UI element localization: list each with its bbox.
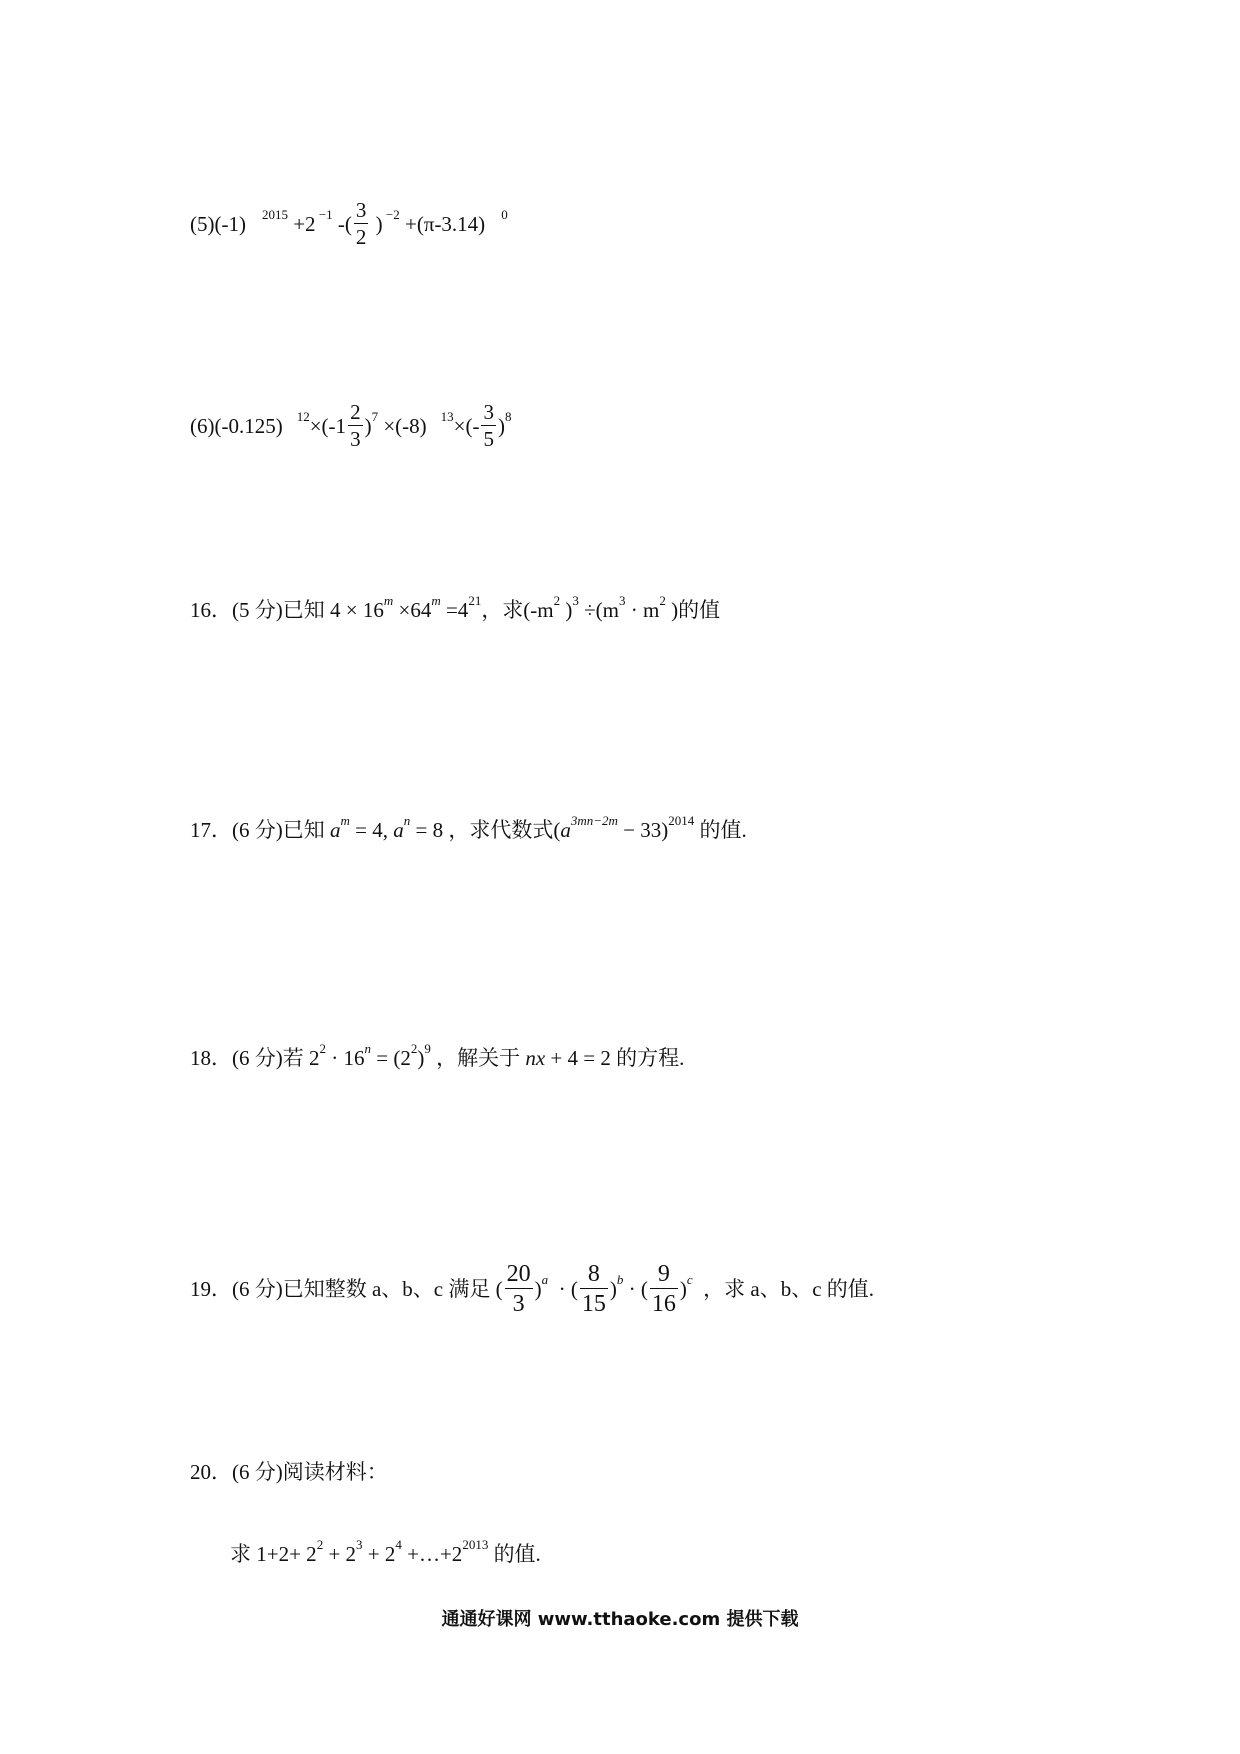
q20-exp: 4 [395, 1537, 402, 1552]
q19-text: · ( [548, 1276, 578, 1301]
q17-text: 的值. [694, 818, 747, 842]
p6-exp: 13 [440, 408, 454, 424]
q18-var: nx [525, 1046, 546, 1070]
q19-fraction-1 [505, 1262, 533, 1316]
p5-fraction [354, 200, 369, 248]
q18-exp: n [364, 1041, 371, 1056]
q17-exp: 3mn−2m [570, 813, 618, 828]
q16-text: 16．(5 分)已知 4 × 16 [190, 598, 384, 622]
p5-label: (5)(-1) [190, 211, 246, 236]
p5-exp: −2 [382, 206, 400, 222]
question-20-title [190, 1462, 388, 1483]
q16-exp: 2 [659, 593, 666, 608]
q20-exp: 2013 [462, 1537, 489, 1552]
q19-exp: a [541, 1271, 549, 1287]
q19-exp: c [686, 1271, 693, 1287]
fraction-numerator: 3 [483, 400, 494, 424]
q20-text: 求 1+2+ 2 [230, 1542, 317, 1566]
q16-exp: m [431, 593, 441, 608]
question-17 [190, 813, 747, 842]
fraction-denominator: 5 [483, 427, 494, 451]
q19-text: 19．(6 分)已知整数 a、b、c 满足 ( [190, 1276, 503, 1301]
q17-text: − 33) [617, 818, 669, 842]
p6-text: ×(-1 [309, 413, 347, 438]
q20-text: + 2 [362, 1542, 396, 1566]
q20-text: 的值. [488, 1542, 541, 1566]
q18-exp: 9 [424, 1041, 431, 1056]
q16-text: ，求(-m [481, 598, 554, 622]
question-18 [190, 1041, 685, 1070]
q19-exp: b [616, 1271, 624, 1287]
footer-watermark: 通通好课网 www.tthaoke.com 提供下载 [441, 1609, 799, 1630]
q17-exp: 2014 [668, 813, 695, 828]
q19-fraction-3 [650, 1262, 678, 1316]
q20-text: +…+2 [401, 1542, 463, 1566]
q16-text: · m [625, 598, 660, 622]
q16-text: =4 [440, 598, 469, 622]
p5-text: -( [332, 211, 352, 236]
q19-fraction-2 [580, 1262, 608, 1316]
fraction-denominator: 3 [350, 427, 361, 451]
p6-exp: 12 [296, 408, 310, 424]
fraction-numerator: 3 [355, 198, 367, 222]
question-16 [190, 593, 721, 622]
p6-fraction-1 [348, 402, 363, 450]
q17-exp: n [403, 813, 411, 828]
q18-exp: 2 [410, 1041, 418, 1056]
p6-text: ×(-8) [378, 413, 427, 438]
q17-text: 17．(6 分)已知 [190, 818, 330, 842]
p5-text: +2 [287, 211, 316, 236]
q18-text: ，解关于 [430, 1046, 526, 1070]
q18-text: 18．(6 分)若 2 [190, 1046, 320, 1070]
problem-6 [190, 402, 511, 450]
p6-fraction-2 [481, 402, 496, 450]
p6-exp: 8 [504, 408, 512, 424]
q20-text: + 2 [323, 1542, 357, 1566]
q16-exp: 3 [572, 593, 579, 608]
q17-var: a [393, 818, 404, 842]
p6-text: ) [497, 413, 505, 438]
fraction-numerator: 9 [657, 1261, 670, 1287]
q17-exp: m [340, 813, 350, 828]
p5-text: +(π-3.14) [399, 211, 486, 236]
p6-label: (6)(-0.125) [190, 413, 283, 438]
q19-text: · ( [623, 1276, 648, 1301]
q18-text: ) [417, 1046, 425, 1070]
fraction-numerator: 20 [506, 1261, 531, 1287]
fraction-numerator: 2 [350, 400, 361, 424]
q19-text: ) [679, 1276, 687, 1301]
p5-exp-2015: 2015 [261, 206, 288, 222]
q20-exp: 3 [356, 1537, 363, 1552]
q17-text: = 8 ，求代数式( [410, 818, 561, 842]
q18-text: = (2 [371, 1046, 411, 1070]
q17-var: a [560, 818, 571, 842]
question-19 [190, 1262, 874, 1316]
q20-title: 20．(6 分)阅读材料： [190, 1460, 388, 1484]
fraction-denominator: 15 [581, 1291, 606, 1317]
q16-exp: m [383, 593, 394, 608]
q18-exp: 2 [319, 1041, 326, 1056]
p5-text: ) [370, 211, 383, 236]
q20-exp: 2 [316, 1537, 324, 1552]
p5-exp: 0 [501, 206, 508, 222]
fraction-numerator: 8 [587, 1261, 600, 1287]
q17-text: = 4, [349, 818, 394, 842]
q19-text: ，求 a、b、c 的值. [692, 1276, 875, 1301]
q16-exp: 21 [468, 593, 482, 608]
q16-text: )的值 [665, 598, 721, 622]
fraction-denominator: 16 [651, 1291, 676, 1317]
q18-text: + 4 = 2 的方程. [545, 1046, 685, 1070]
q18-text: · 16 [326, 1046, 365, 1070]
p6-exp: 7 [371, 408, 379, 424]
q17-var: a [330, 818, 341, 842]
q16-exp: 3 [619, 593, 626, 608]
p6-text: ) [364, 413, 372, 438]
q19-text: ) [609, 1276, 617, 1301]
q16-text: ) [560, 598, 573, 622]
q16-text: ÷(m [578, 598, 619, 622]
p6-text: ×(- [453, 413, 480, 438]
fraction-denominator: 3 [512, 1291, 525, 1317]
q19-text: ) [534, 1276, 542, 1301]
question-20-expression [230, 1537, 541, 1566]
q16-exp: 2 [553, 593, 561, 608]
fraction-denominator: 2 [355, 225, 367, 249]
problem-5 [190, 200, 508, 248]
p5-exp: −1 [315, 206, 333, 222]
q16-text: ×64 [393, 598, 432, 622]
